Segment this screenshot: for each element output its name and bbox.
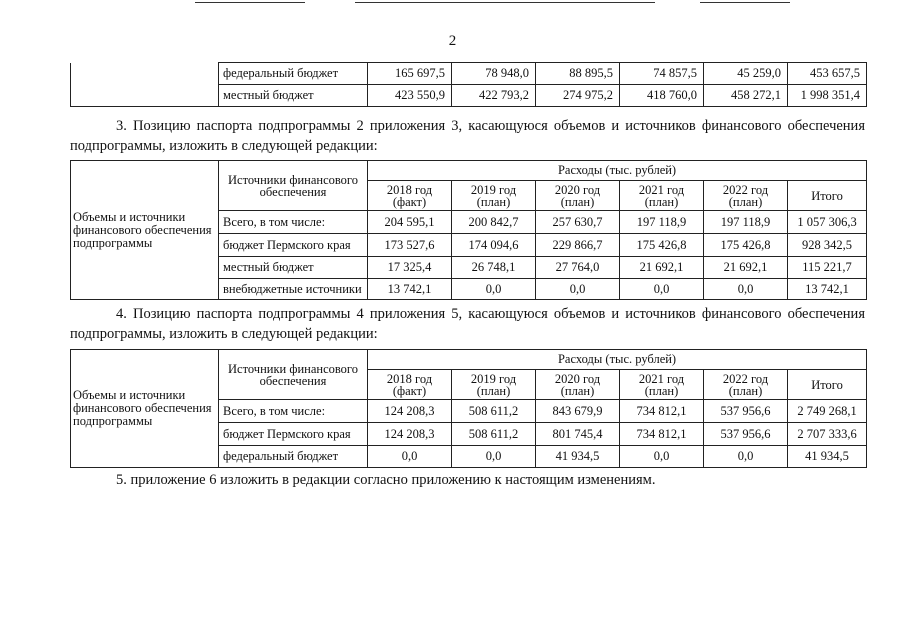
sources-header: Источники финансового обеспечения bbox=[219, 350, 368, 400]
budget-table-continued bbox=[70, 62, 867, 107]
value-cell: 175 426,8 bbox=[620, 234, 704, 257]
value-cell: 508 611,2 bbox=[452, 400, 536, 423]
value-cell: 200 842,7 bbox=[452, 211, 536, 234]
value-cell: 2 707 333,6 bbox=[788, 423, 867, 446]
year-header: 2022 год (план) bbox=[704, 181, 788, 211]
value-cell: 458 272,1 bbox=[704, 85, 788, 107]
value-cell: 843 679,9 bbox=[536, 400, 620, 423]
value-cell: 13 742,1 bbox=[788, 279, 867, 300]
year-header: 2018 год (факт) bbox=[368, 370, 452, 400]
year-header: 2020 год (план) bbox=[536, 370, 620, 400]
source-cell: местный бюджет bbox=[219, 85, 368, 107]
value-cell: 2 749 268,1 bbox=[788, 400, 867, 423]
value-cell: 1 057 306,3 bbox=[788, 211, 867, 234]
top-rule-center bbox=[355, 2, 655, 3]
value-cell: 423 550,9 bbox=[368, 85, 452, 107]
source-cell: Всего, в том числе: bbox=[219, 400, 368, 423]
value-cell: 801 745,4 bbox=[536, 423, 620, 446]
value-cell: 734 812,1 bbox=[620, 423, 704, 446]
year-header: 2019 год (план) bbox=[452, 370, 536, 400]
value-cell: 734 812,1 bbox=[620, 400, 704, 423]
value-cell: 45 259,0 bbox=[704, 63, 788, 85]
value-cell: 124 208,3 bbox=[368, 400, 452, 423]
total-header: Итого bbox=[788, 370, 867, 400]
value-cell: 0,0 bbox=[704, 279, 788, 300]
value-cell: 274 975,2 bbox=[536, 85, 620, 107]
value-cell: 422 793,2 bbox=[452, 85, 536, 107]
value-cell: 0,0 bbox=[620, 279, 704, 300]
value-cell: 0,0 bbox=[704, 446, 788, 468]
paragraph-4: 4. Позицию паспорта подпрограммы 4 приложения 5, касающуюся объемов и источников финансового обеспечения подпрограммы, изложить в следующей редакции: bbox=[70, 306, 865, 342]
value-cell: 0,0 bbox=[452, 279, 536, 300]
source-cell: бюджет Пермского края bbox=[219, 234, 368, 257]
year-header: 2022 год (план) bbox=[704, 370, 788, 400]
subprogram-2-finance-table bbox=[70, 160, 867, 300]
value-cell: 74 857,5 bbox=[620, 63, 704, 85]
value-cell: 204 595,1 bbox=[368, 211, 452, 234]
value-cell: 21 692,1 bbox=[620, 257, 704, 279]
value-cell: 41 934,5 bbox=[536, 446, 620, 468]
header-row bbox=[71, 161, 867, 181]
value-cell: 229 866,7 bbox=[536, 234, 620, 257]
page-number: 2 bbox=[448, 33, 457, 49]
year-header: 2019 год (план) bbox=[452, 181, 536, 211]
value-cell: 78 948,0 bbox=[452, 63, 536, 85]
top-rule-right bbox=[700, 2, 790, 3]
value-cell: 27 764,0 bbox=[536, 257, 620, 279]
value-cell: 197 118,9 bbox=[620, 211, 704, 234]
value-cell: 175 426,8 bbox=[704, 234, 788, 257]
source-cell: местный бюджет bbox=[219, 257, 368, 279]
value-cell: 115 221,7 bbox=[788, 257, 867, 279]
year-header: 2021 год (план) bbox=[620, 370, 704, 400]
value-cell: 0,0 bbox=[368, 446, 452, 468]
value-cell: 0,0 bbox=[452, 446, 536, 468]
year-header: 2020 год (план) bbox=[536, 181, 620, 211]
value-cell: 1 998 351,4 bbox=[788, 85, 867, 107]
sources-header: Источники финансового обеспечения bbox=[219, 161, 368, 211]
source-cell: Всего, в том числе: bbox=[219, 211, 368, 234]
value-cell: 928 342,5 bbox=[788, 234, 867, 257]
value-cell: 174 094,6 bbox=[452, 234, 536, 257]
value-cell: 26 748,1 bbox=[452, 257, 536, 279]
year-header: 2018 год (факт) bbox=[368, 181, 452, 211]
value-cell: 508 611,2 bbox=[452, 423, 536, 446]
empty-label-cell bbox=[71, 63, 219, 107]
table-row bbox=[71, 63, 867, 85]
value-cell: 537 956,6 bbox=[704, 400, 788, 423]
value-cell: 537 956,6 bbox=[704, 423, 788, 446]
paragraph-5: 5. приложение 6 изложить в редакции согласно приложению к настоящим изменениям. bbox=[116, 472, 656, 488]
expenses-header: Расходы (тыс. рублей) bbox=[368, 161, 867, 181]
value-cell: 0,0 bbox=[536, 279, 620, 300]
source-cell: бюджет Пермского края bbox=[219, 423, 368, 446]
value-cell: 41 934,5 bbox=[788, 446, 867, 468]
top-rule-left bbox=[195, 2, 305, 3]
volumes-label-cell: Объемы и источники финансового обеспечения подпрограммы bbox=[71, 161, 219, 300]
value-cell: 418 760,0 bbox=[620, 85, 704, 107]
value-cell: 165 697,5 bbox=[368, 63, 452, 85]
expenses-header: Расходы (тыс. рублей) bbox=[368, 350, 867, 370]
total-header: Итого bbox=[788, 181, 867, 211]
paragraph-3: 3. Позицию паспорта подпрограммы 2 приложения 3, касающуюся объемов и источников финансового обеспечения подпрограммы, изложить в следующей редакции: bbox=[70, 118, 865, 154]
value-cell: 13 742,1 bbox=[368, 279, 452, 300]
header-row bbox=[71, 350, 867, 370]
source-cell: внебюджетные источники bbox=[219, 279, 368, 300]
value-cell: 173 527,6 bbox=[368, 234, 452, 257]
value-cell: 197 118,9 bbox=[704, 211, 788, 234]
source-cell: федеральный бюджет bbox=[219, 446, 368, 468]
year-header: 2021 год (план) bbox=[620, 181, 704, 211]
value-cell: 0,0 bbox=[620, 446, 704, 468]
value-cell: 88 895,5 bbox=[536, 63, 620, 85]
volumes-label-cell: Объемы и источники финансового обеспечения подпрограммы bbox=[71, 350, 219, 468]
value-cell: 453 657,5 bbox=[788, 63, 867, 85]
subprogram-4-finance-table bbox=[70, 349, 867, 468]
value-cell: 257 630,7 bbox=[536, 211, 620, 234]
value-cell: 124 208,3 bbox=[368, 423, 452, 446]
value-cell: 17 325,4 bbox=[368, 257, 452, 279]
source-cell: федеральный бюджет bbox=[219, 63, 368, 85]
value-cell: 21 692,1 bbox=[704, 257, 788, 279]
